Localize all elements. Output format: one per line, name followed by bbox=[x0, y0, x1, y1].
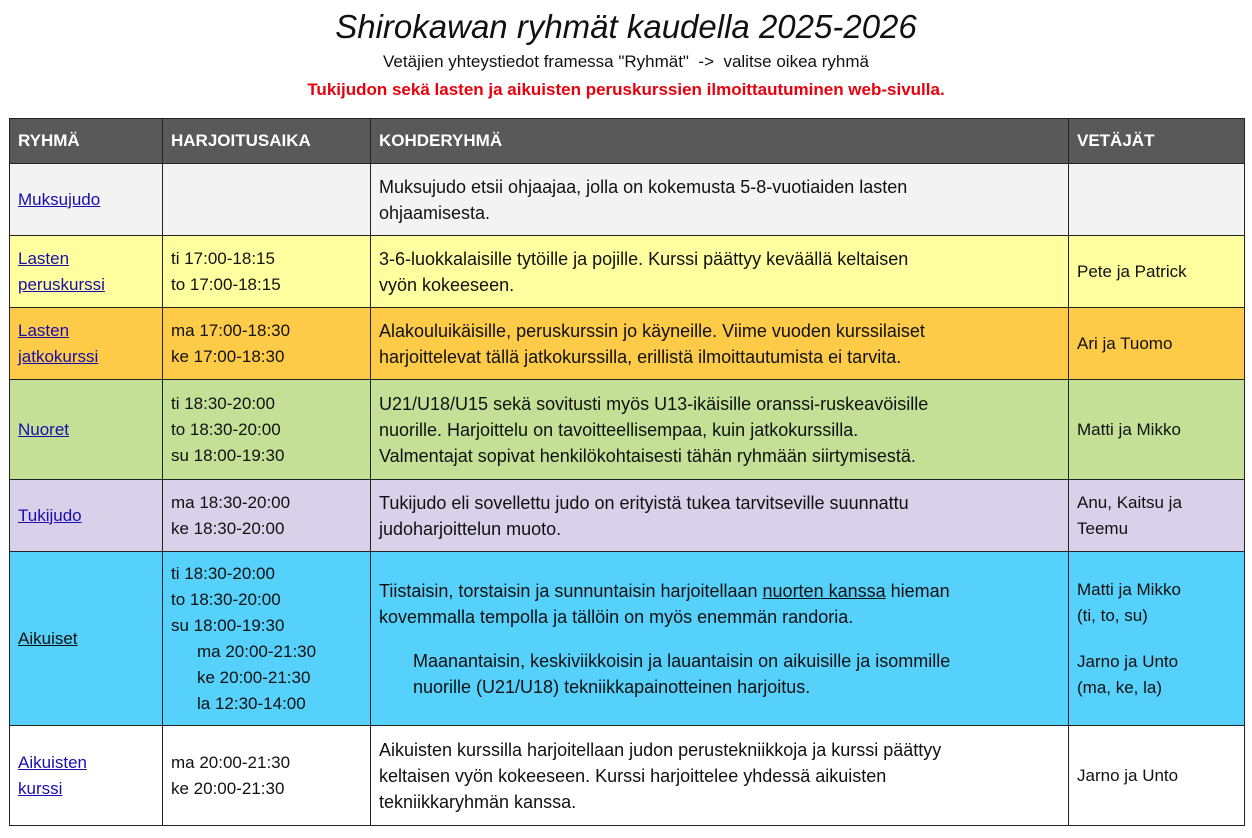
nuorten-kanssa-link[interactable]: nuorten kanssa bbox=[762, 580, 886, 601]
description-line: ohjaamisesta. bbox=[379, 202, 491, 223]
description-line: Aikuisten kurssilla harjoitellaan judon perustekniikkoja ja kurssi päättyy bbox=[379, 739, 942, 760]
description-line: Muksujudo etsii ohjaajaa, jolla on kokemusta 5-8-vuotiaiden lasten bbox=[379, 176, 908, 197]
leaders-cell: Jarno ja Unto bbox=[1069, 726, 1245, 826]
description-cell bbox=[371, 480, 1069, 552]
time-slot: to 18:30-20:00 bbox=[171, 419, 281, 439]
table-row bbox=[10, 726, 1245, 826]
description-line: Valmentajat sopivat henkilökohtaisesti tähän ryhmään siirtymisestä. bbox=[379, 445, 916, 466]
description-line: kovemmalla tempolla ja tällöin on myös enemmän randoria. bbox=[379, 606, 854, 627]
table-row bbox=[10, 236, 1245, 308]
subtitle: Vetäjien yhteystiedot framessa "Ryhmät" -> valitse oikea ryhmä bbox=[383, 52, 869, 71]
page-title: Shirokawan ryhmät kaudella 2025-2026 bbox=[335, 8, 917, 45]
group-link-aikuiset[interactable]: Aikuiset bbox=[18, 628, 78, 648]
description-line: Maanantaisin, keskiviikkoisin ja lauantaisin on aikuisille ja isommille bbox=[413, 650, 951, 671]
time-slot: ma 18:30-20:00 bbox=[171, 492, 291, 512]
time-cell bbox=[163, 236, 371, 308]
column-header-time: HARJOITUSAIKA bbox=[163, 119, 371, 164]
description-line: 3-6-luokkalaisille tytöille ja pojille. Kurssi päättyy keväällä keltaisen bbox=[379, 248, 909, 269]
leaders-cell: Pete ja Patrick bbox=[1069, 236, 1245, 308]
registration-notice: Tukijudon sekä lasten ja aikuisten peruskurssien ilmoittautuminen web-sivulla. bbox=[307, 80, 945, 99]
time-slot: ma 20:00-21:30 bbox=[171, 752, 291, 772]
time-slot: su 18:00-19:30 bbox=[171, 445, 285, 465]
time-slot: to 18:30-20:00 bbox=[171, 589, 281, 609]
description-line: judoharjoittelun muoto. bbox=[379, 518, 562, 539]
leader-line: Teemu bbox=[1077, 518, 1129, 538]
time-cell bbox=[163, 380, 371, 480]
groups-table bbox=[9, 118, 1245, 826]
leader-line: Matti ja Mikko bbox=[1077, 579, 1181, 599]
group-link-aikuisten-kurssi[interactable]: Aikuisten bbox=[18, 752, 87, 772]
description-cell bbox=[371, 236, 1069, 308]
group-link-lasten-jatkokurssi-line2[interactable]: jatkokurssi bbox=[18, 346, 99, 366]
description-line: Alakouluikäisille, peruskurssin jo käyneille. Viime vuoden kurssilaiset bbox=[379, 320, 925, 341]
spacer bbox=[1077, 629, 1236, 649]
time-slot: ke 17:00-18:30 bbox=[171, 346, 285, 366]
column-header-group: RYHMÄ bbox=[10, 119, 163, 164]
group-link-muksujudo[interactable]: Muksujudo bbox=[18, 189, 101, 209]
leaders-cell bbox=[1069, 480, 1245, 552]
table-row bbox=[10, 480, 1245, 552]
leader-line: (ma, ke, la) bbox=[1077, 677, 1163, 697]
group-link-tukijudo[interactable]: Tukijudo bbox=[18, 505, 82, 525]
description-line: harjoittelevat tällä jatkokurssilla, erillistä ilmoittautumista ei tarvita. bbox=[379, 346, 902, 367]
description-cell bbox=[371, 726, 1069, 826]
leaders-cell bbox=[1069, 552, 1245, 726]
time-cell bbox=[163, 480, 371, 552]
leader-line: (ti, to, su) bbox=[1077, 605, 1148, 625]
table-row bbox=[10, 164, 1245, 236]
time-cell bbox=[163, 308, 371, 380]
description-cell bbox=[371, 380, 1069, 480]
time-slot: ke 20:00-21:30 bbox=[171, 778, 285, 798]
time-slot: la 12:30-14:00 bbox=[197, 693, 306, 713]
time-slot: ti 18:30-20:00 bbox=[171, 393, 275, 413]
time-slot: su 18:00-19:30 bbox=[171, 615, 285, 635]
time-cell bbox=[163, 726, 371, 826]
header-row bbox=[10, 119, 1245, 164]
description-line: vyön kokeeseen. bbox=[379, 274, 515, 295]
table-row bbox=[10, 552, 1245, 726]
time-slot: ma 17:00-18:30 bbox=[171, 320, 291, 340]
group-cell bbox=[10, 552, 163, 726]
description-line: nuorille (U21/U18) tekniikkapainotteinen harjoitus. bbox=[413, 676, 811, 697]
table-row bbox=[10, 380, 1245, 480]
group-link-aikuisten-kurssi-line2[interactable]: kurssi bbox=[18, 778, 63, 798]
spacer bbox=[379, 630, 1060, 648]
time-slot: ti 18:30-20:00 bbox=[171, 563, 275, 583]
group-cell bbox=[10, 308, 163, 380]
description-line: tekniikkaryhmän kanssa. bbox=[379, 791, 577, 812]
column-header-target: KOHDERYHMÄ bbox=[371, 119, 1069, 164]
description-text: hieman bbox=[885, 580, 950, 601]
description-line: Tukijudo eli sovellettu judo on erityistä tukea tarvitseville suunnattu bbox=[379, 492, 909, 513]
group-link-lasten-jatkokurssi[interactable]: Lasten bbox=[18, 320, 70, 340]
table-row bbox=[10, 308, 1245, 380]
group-cell bbox=[10, 726, 163, 826]
description-line: U21/U18/U15 sekä sovitusti myös U13-ikäisille oranssi-ruskeavöisille bbox=[379, 393, 929, 414]
description-cell bbox=[371, 552, 1069, 726]
group-link-nuoret[interactable]: Nuoret bbox=[18, 419, 70, 439]
description-line: nuorille. Harjoittelu on tavoitteellisempaa, kuin jatkokurssilla. bbox=[379, 419, 859, 440]
group-cell bbox=[10, 164, 163, 236]
description-cell bbox=[371, 164, 1069, 236]
group-cell bbox=[10, 480, 163, 552]
description-cell bbox=[371, 308, 1069, 380]
column-header-leaders: VETÄJÄT bbox=[1069, 119, 1245, 164]
description-line bbox=[379, 578, 1060, 604]
description-text: Tiistaisin, torstaisin ja sunnuntaisin harjoitellaan bbox=[379, 580, 763, 601]
time-cell bbox=[163, 164, 371, 236]
description-line: keltaisen vyön kokeeseen. Kurssi harjoittelee yhdessä aikuisten bbox=[379, 765, 887, 786]
leaders-cell: Ari ja Tuomo bbox=[1069, 308, 1245, 380]
time-slot: ke 20:00-21:30 bbox=[197, 667, 311, 687]
leader-line: Jarno ja Unto bbox=[1077, 651, 1179, 671]
time-cell bbox=[163, 552, 371, 726]
time-slot: ma 20:00-21:30 bbox=[197, 641, 317, 661]
group-cell bbox=[10, 236, 163, 308]
time-slot: ke 18:30-20:00 bbox=[171, 518, 285, 538]
group-link-lasten-peruskurssi[interactable]: Lasten bbox=[18, 248, 70, 268]
group-cell bbox=[10, 380, 163, 480]
time-slot: to 17:00-18:15 bbox=[171, 274, 281, 294]
leaders-cell: Matti ja Mikko bbox=[1069, 380, 1245, 480]
time-slot: ti 17:00-18:15 bbox=[171, 248, 275, 268]
group-link-lasten-peruskurssi-line2[interactable]: peruskurssi bbox=[18, 274, 105, 294]
leader-line: Anu, Kaitsu ja bbox=[1077, 492, 1182, 512]
leaders-cell bbox=[1069, 164, 1245, 236]
